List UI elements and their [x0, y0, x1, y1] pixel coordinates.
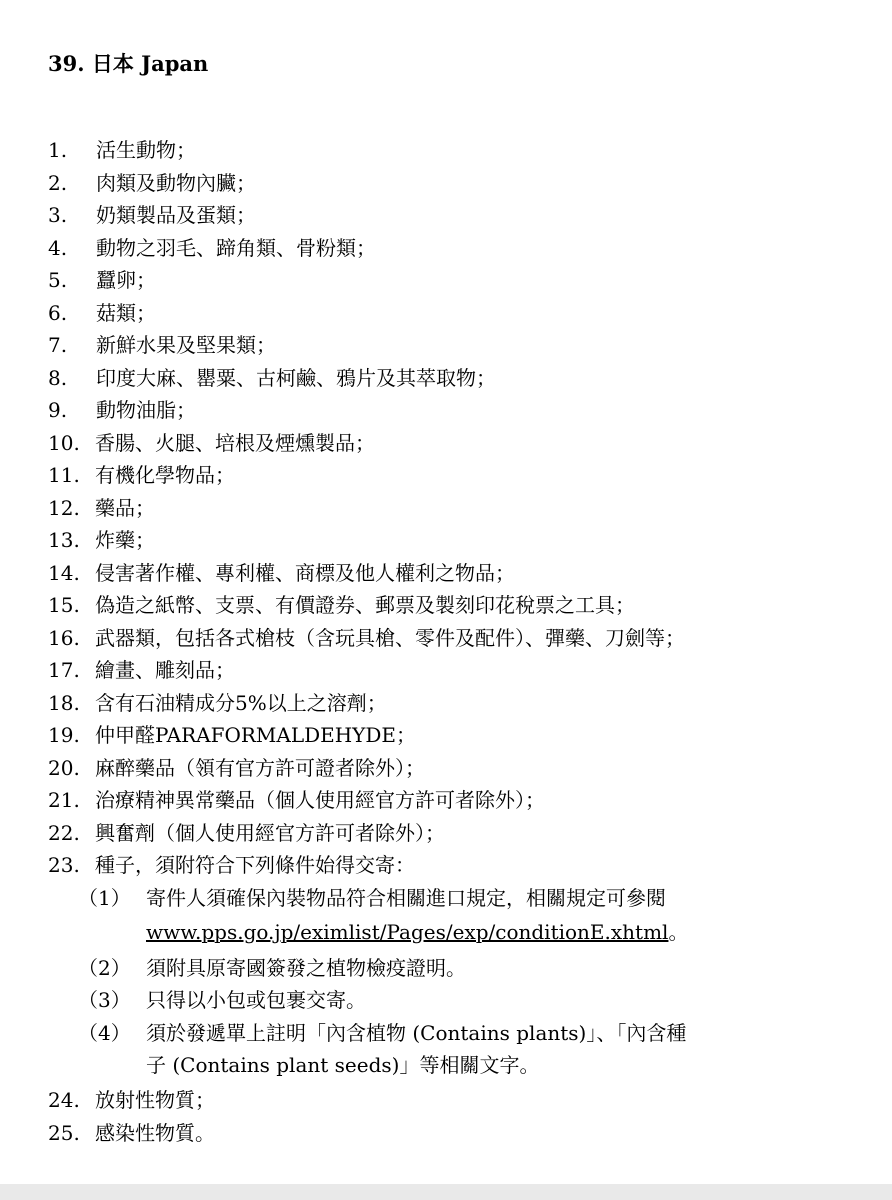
- seed-condition-item: [78, 954, 466, 982]
- item-text: 有機化學物品；: [95, 463, 235, 487]
- item-number: 21.: [48, 788, 80, 812]
- item-number: 1.: [48, 138, 68, 162]
- condition-text: 須附具原寄國簽發之植物檢疫證明。: [146, 956, 466, 980]
- item-number: 11.: [48, 463, 80, 487]
- item-text: 菇類；: [96, 301, 156, 325]
- item-text: 偽造之紙幣、支票、有價證券、郵票及製刻印花稅票之工具；: [95, 593, 635, 617]
- item-text: 感染性物質。: [95, 1121, 215, 1145]
- list-item: [48, 526, 155, 554]
- item-text: 肉類及動物內臟；: [96, 171, 256, 195]
- item-text: 奶類製品及蛋類；: [96, 203, 256, 227]
- list-item: [48, 591, 635, 619]
- list-item: [48, 201, 256, 229]
- page-title: 39. 日本 Japan: [48, 51, 209, 76]
- item-text: 動物油脂；: [96, 398, 196, 422]
- condition-number: （1）: [78, 886, 131, 910]
- item-number: 14.: [48, 561, 80, 585]
- item-number: 24.: [48, 1088, 80, 1112]
- item-number: 25.: [48, 1121, 80, 1145]
- page-bottom-edge: [0, 1184, 892, 1200]
- list-item: [48, 364, 496, 392]
- item-text: 新鮮水果及堅果類；: [96, 333, 276, 357]
- condition-number: （4）: [78, 1021, 131, 1045]
- item-text: 繪畫、雕刻品；: [95, 658, 235, 682]
- item-number: 23.: [48, 853, 80, 877]
- list-item: [48, 396, 196, 424]
- seed-condition-item: [78, 884, 666, 912]
- seed-condition-item: [78, 1019, 686, 1047]
- item-number: 15.: [48, 593, 80, 617]
- item-number: 16.: [48, 626, 80, 650]
- list-item: [48, 559, 515, 587]
- item-text: 種子，須附符合下列條件始得交寄：: [95, 853, 415, 877]
- item-text: 動物之羽毛、蹄角類、骨粉類；: [96, 236, 376, 260]
- pps-import-conditions-link[interactable]: www.pps.go.jp/eximlist/Pages/exp/conditionE.xhtml: [146, 920, 669, 944]
- list-item: [48, 721, 416, 749]
- item-text: 香腸、火腿、培根及煙燻製品；: [95, 431, 375, 455]
- item-number: 22.: [48, 821, 80, 845]
- list-item: [48, 1119, 215, 1147]
- item-number: 6.: [48, 301, 68, 325]
- condition-text: 只得以小包或包裹交寄。: [146, 988, 366, 1012]
- item-text: 仲甲醛PARAFORMALDEHYDE；: [95, 723, 417, 747]
- item-number: 18.: [48, 691, 80, 715]
- list-item: [48, 689, 387, 717]
- list-item: [48, 266, 156, 294]
- seed-condition-item: [78, 986, 366, 1014]
- item-number: 4.: [48, 236, 68, 260]
- list-item: [48, 1086, 215, 1114]
- item-text: 藥品；: [95, 496, 155, 520]
- item-text: 侵害著作權、專利權、商標及他人權利之物品；: [95, 561, 515, 585]
- item-number: 7.: [48, 333, 68, 357]
- condition-text-continued: 子 (Contains plant seeds)」等相關文字。: [146, 1053, 540, 1077]
- item-number: 10.: [48, 431, 80, 455]
- item-text: 炸藥；: [95, 528, 155, 552]
- item-number: 12.: [48, 496, 80, 520]
- item-number: 2.: [48, 171, 68, 195]
- item-number: 5.: [48, 268, 68, 292]
- condition-text: 寄件人須確保內裝物品符合相關進口規定，相關規定可參閱: [146, 886, 666, 910]
- condition-link-line: [146, 918, 688, 946]
- list-item: [48, 656, 235, 684]
- item-text: 麻醉藥品（領有官方許可證者除外）；: [95, 756, 425, 780]
- item-text: 放射性物質；: [95, 1088, 215, 1112]
- list-item: [48, 429, 375, 457]
- condition-number: （2）: [78, 956, 131, 980]
- list-item: [48, 494, 155, 522]
- list-item: [48, 299, 156, 327]
- list-item: [48, 754, 425, 782]
- item-text: 興奮劑（個人使用經官方許可者除外）；: [95, 821, 445, 845]
- list-item: [48, 819, 445, 847]
- list-item: [48, 136, 196, 164]
- item-number: 20.: [48, 756, 80, 780]
- item-number: 17.: [48, 658, 80, 682]
- item-number: 13.: [48, 528, 80, 552]
- item-text: 武器類，包括各式槍枝（含玩具槍、零件及配件）、彈藥、刀劍等；: [95, 626, 685, 650]
- list-item: [48, 461, 235, 489]
- item-text: 蠶卵；: [96, 268, 156, 292]
- condition-number: （3）: [78, 988, 131, 1012]
- item-number: 8.: [48, 366, 68, 390]
- item-number: 3.: [48, 203, 68, 227]
- list-item: [48, 786, 545, 814]
- list-item: [48, 331, 276, 359]
- item-number: 19.: [48, 723, 80, 747]
- item-number: 9.: [48, 398, 68, 422]
- list-item: [48, 851, 415, 879]
- condition-link-suffix: 。: [668, 920, 689, 944]
- item-text: 活生動物；: [96, 138, 196, 162]
- item-text: 治療精神異常藥品（個人使用經官方許可者除外）；: [95, 788, 545, 812]
- list-item: [48, 624, 685, 652]
- list-item: [48, 234, 376, 262]
- item-text: 含有石油精成分5%以上之溶劑；: [95, 691, 387, 715]
- item-text: 印度大麻、罌粟、古柯鹼、鴉片及其萃取物；: [96, 366, 496, 390]
- list-item: [48, 169, 256, 197]
- condition-text: 須於發遞單上註明「內含植物 (Contains plants)」、「內含種: [146, 1021, 687, 1045]
